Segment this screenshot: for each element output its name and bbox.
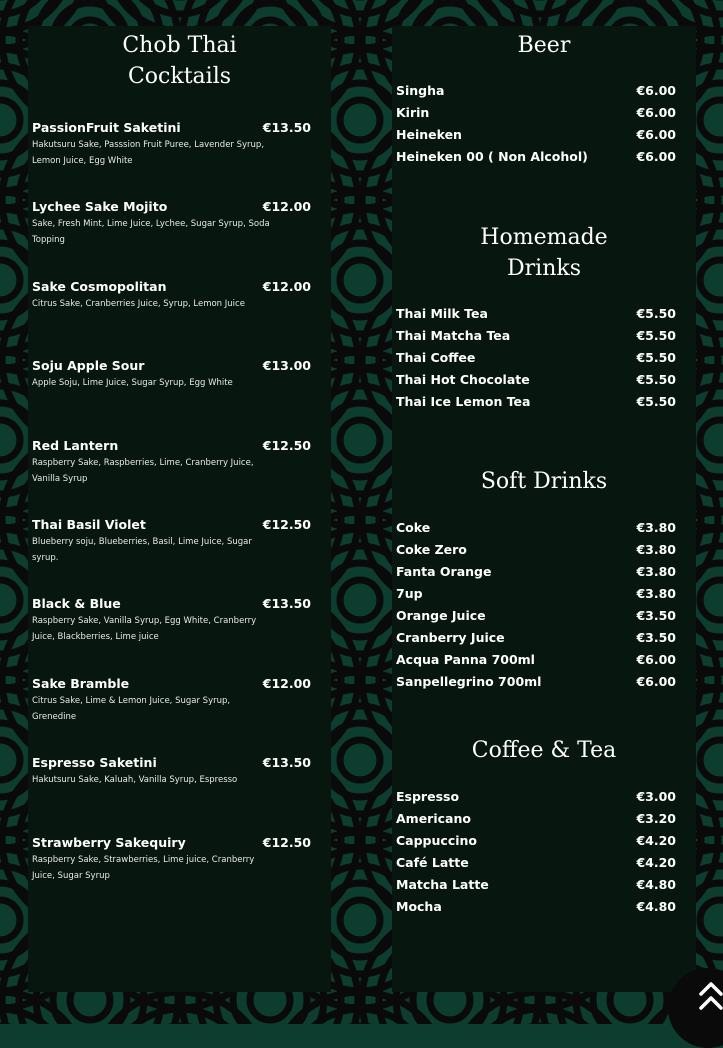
menu-item xyxy=(396,898,676,916)
menu-item-price: €3.80 xyxy=(636,520,676,535)
coffee-tea-title: Coffee & Tea xyxy=(471,738,617,763)
menu-item xyxy=(32,835,311,884)
menu-item-description: Citrus Sake, Cranberries Juice, Syrup, Lemon Juice xyxy=(32,298,245,309)
menu-item-name: Americano xyxy=(396,811,471,826)
menu-item-name: Sanpellegrino 700ml xyxy=(396,674,542,689)
menu-item xyxy=(32,676,311,725)
menu-item-price: €4.20 xyxy=(636,833,676,848)
menu-item xyxy=(32,120,311,169)
menu-item-price: €12.50 xyxy=(262,437,311,453)
menu-item-price: €6.00 xyxy=(636,652,676,667)
menu-item-price: €13.00 xyxy=(262,358,311,374)
menu-item xyxy=(32,755,311,788)
menu-item xyxy=(396,876,676,894)
menu-item xyxy=(396,104,676,122)
menu-item-price: €13.50 xyxy=(262,755,311,771)
menu-item-price: €12.50 xyxy=(262,834,311,850)
menu-item-name: Thai Basil Violet xyxy=(32,517,146,532)
menu-item-price: €12.00 xyxy=(262,675,311,691)
menu-item-name: Cappuccino xyxy=(396,833,477,848)
menu-item-description: Raspberry Sake, Vanilla Syrup, Egg White, Cranberry Juice, Blackberries, Lime juice xyxy=(32,616,257,643)
menu-item-name: Mocha xyxy=(396,899,442,914)
menu-item-name: Thai Milk Tea xyxy=(396,306,488,321)
menu-item-price: €4.80 xyxy=(636,877,676,892)
menu-item-price: €5.50 xyxy=(636,372,676,387)
menu-item-price: €12.00 xyxy=(262,199,311,215)
menu-item xyxy=(396,810,676,828)
menu-item xyxy=(32,358,311,391)
menu-item-description: Raspberry Sake, Strawberries, Lime juice, Cranberry Juice, Sugar Syrup xyxy=(32,854,255,881)
menu-item xyxy=(32,596,311,645)
menu-item xyxy=(32,517,311,566)
menu-item-price: €3.00 xyxy=(636,789,676,804)
menu-item-description: Apple Soju, Lime Juice, Sugar Syrup, Egg White xyxy=(32,378,233,389)
menu-item-description: Sake, Fresh Mint, Lime Juice, Lychee, Sugar Syrup, Soda Topping xyxy=(32,219,270,246)
menu-item-description: Citrus Sake, Lime & Lemon Juice, Sugar Syrup, Grenedine xyxy=(32,695,231,722)
menu-item xyxy=(396,832,676,850)
menu-item xyxy=(396,393,676,411)
menu-item-price: €12.50 xyxy=(262,517,311,532)
menu-item-name: Coke Zero xyxy=(396,542,467,557)
menu-item-price: €3.80 xyxy=(636,586,676,601)
menu-item xyxy=(396,788,676,806)
menu-item xyxy=(396,607,676,625)
menu-item-name: Matcha Latte xyxy=(396,877,489,892)
menu-item-price: €13.50 xyxy=(262,596,311,612)
menu-item xyxy=(396,651,676,669)
menu-item-price: €4.20 xyxy=(636,855,676,870)
menu-item-name: Black & Blue xyxy=(32,596,121,612)
menu-item-description: Hakutsuru Sake, Passsion Fruit Puree, Lavender Syrup, Lemon Juice, Egg White xyxy=(32,140,265,166)
menu-item xyxy=(396,148,676,166)
menu-item-name: Singha xyxy=(396,83,445,98)
menu-item-name: Cranberry Juice xyxy=(396,630,505,645)
menu-item-price: €5.50 xyxy=(636,328,676,343)
chevron-double-up-icon xyxy=(698,980,723,1016)
homemade-title: Homemade Drinks xyxy=(480,225,608,281)
menu-item-price: €4.80 xyxy=(636,899,676,914)
menu-item-name: Espresso xyxy=(396,789,460,804)
menu-item-price: €6.00 xyxy=(636,674,676,689)
menu-item-name: Espresso Saketini xyxy=(32,755,157,771)
menu-item-description: Blueberry soju, Blueberries, Basil, Lime Juice, Sugar syrup. xyxy=(32,537,252,563)
menu-item-name: Coke xyxy=(396,520,431,535)
beer-title: Beer xyxy=(517,33,571,58)
menu-item-price: €6.00 xyxy=(636,105,676,120)
menu-item xyxy=(32,438,311,487)
cocktails-panel xyxy=(28,26,331,992)
menu-item-price: €5.50 xyxy=(636,350,676,365)
menu-item xyxy=(396,126,676,144)
menu-item-name: Soju Apple Sour xyxy=(32,358,145,374)
soft-drinks-title: Soft Drinks xyxy=(480,469,608,494)
menu-item-name: Fanta Orange xyxy=(396,564,492,579)
menu-item xyxy=(396,629,676,647)
menu-item-name: Café Latte xyxy=(396,855,469,870)
menu-item-price: €3.80 xyxy=(636,564,676,579)
menu-item xyxy=(396,349,676,367)
menu-item xyxy=(396,563,676,581)
menu-item-name: Orange Juice xyxy=(396,608,486,623)
menu-item-price: €3.50 xyxy=(636,608,676,623)
menu-item-name: Thai Coffee xyxy=(396,350,476,365)
menu-item xyxy=(32,199,311,248)
menu-item-price: €6.00 xyxy=(636,83,676,98)
menu-item xyxy=(396,541,676,559)
menu-item-name: Kirin xyxy=(396,105,430,120)
menu-item-name: Thai Ice Lemon Tea xyxy=(396,394,531,409)
menu-item-name: Sake Cosmopolitan xyxy=(32,278,167,294)
menu-item xyxy=(396,371,676,389)
menu-item-description: Raspberry Sake, Raspberries, Lime, Cranberry Juice, Vanilla Syrup xyxy=(32,457,254,484)
menu-item-name: Red Lantern xyxy=(32,437,119,453)
menu-item-price: €13.50 xyxy=(262,120,311,135)
menu-item-price: €3.50 xyxy=(636,630,676,645)
menu-item xyxy=(396,519,676,537)
menu-item xyxy=(396,327,676,345)
menu-item-name: Thai Matcha Tea xyxy=(396,328,511,343)
menu-item-price: €6.00 xyxy=(636,127,676,142)
menu-item-name: Lychee Sake Mojito xyxy=(32,199,168,215)
menu-item xyxy=(396,673,676,691)
menu-item xyxy=(396,585,676,603)
menu-item-name: PassionFruit Saketini xyxy=(32,120,181,135)
menu-item-price: €5.50 xyxy=(636,306,676,321)
menu-item-price: €3.20 xyxy=(636,811,676,826)
cocktails-title: Chob Thai Cocktails xyxy=(122,33,237,89)
menu-item xyxy=(396,305,676,323)
menu-item-price: €12.00 xyxy=(262,278,311,294)
menu-item-name: Thai Hot Chocolate xyxy=(396,372,530,387)
menu-item-description: Hakutsuru Sake, Kaluah, Vanilla Syrup, Espresso xyxy=(32,775,238,786)
menu-item-name: Sake Bramble xyxy=(32,675,130,691)
menu-item-name: Heineken 00 ( Non Alcohol) xyxy=(396,149,588,164)
menu-item xyxy=(396,82,676,100)
menu-item-price: €5.50 xyxy=(636,394,676,409)
menu-item-name: Acqua Panna 700ml xyxy=(396,652,535,667)
menu-item xyxy=(32,279,311,312)
menu-item-name: Strawberry Sakequiry xyxy=(32,834,186,850)
menu-item-name: Heineken xyxy=(396,127,462,142)
menu-item-price: €6.00 xyxy=(636,149,676,164)
drinks-panel xyxy=(392,26,696,992)
menu-item-name: 7up xyxy=(396,586,423,601)
menu-item xyxy=(396,854,676,872)
menu-item-price: €3.80 xyxy=(636,542,676,557)
